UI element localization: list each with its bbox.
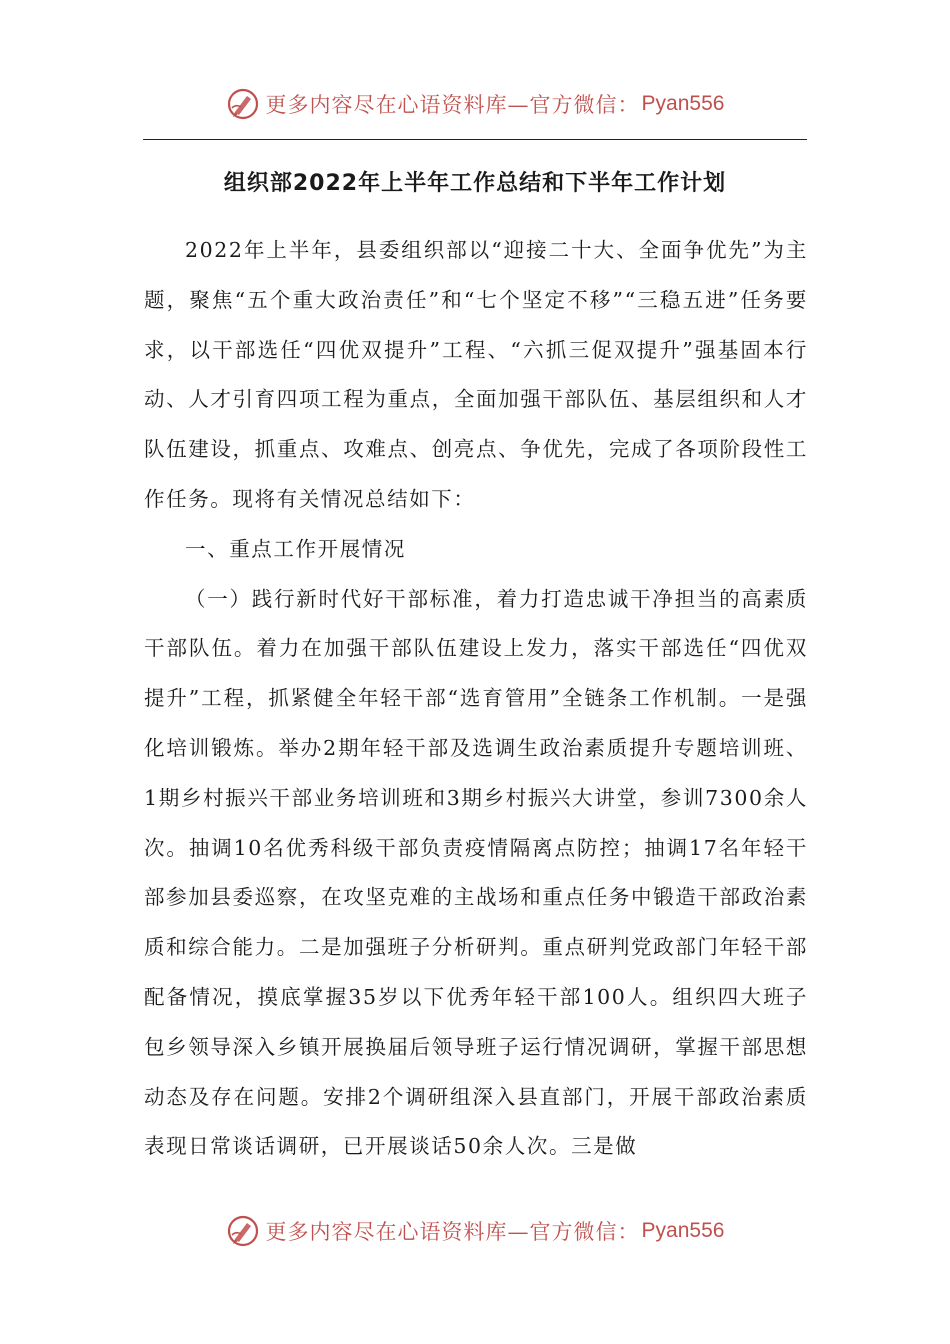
watermark-text: 更多内容尽在心语资料库—官方微信： bbox=[265, 93, 640, 117]
watermark-text: 更多内容尽在心语资料库—官方微信： bbox=[265, 1220, 640, 1244]
watermark-header bbox=[0, 84, 950, 124]
document-body bbox=[144, 226, 808, 1172]
intro-paragraph: 2022年上半年，县委组织部以“迎接二十大、全面争优先”为主题，聚焦“五个重大政治责任”和“七个坚定不移”“三稳五进”任务要求，以干部选任“四优双提升”工程、“六抓三促双提升”强基固本行动、人才引育四项工程为重点，全面加强干部队伍、基层组织和人才队伍建设，抓重点、攻难点、创亮点、争优先，完成了各项阶段性工作任务。现将有关情况总结如下： bbox=[144, 238, 808, 511]
pen-logo-icon bbox=[226, 87, 260, 121]
watermark-wechat-id: Pyan556 bbox=[641, 92, 725, 115]
watermark-footer bbox=[0, 1211, 950, 1251]
pen-logo-icon bbox=[226, 1214, 260, 1248]
subsection-paragraph: （一）践行新时代好干部标准，着力打造忠诚干净担当的高素质干部队伍。着力在加强干部队伍建设上发力，落实干部选任“四优双提升”工程，抓紧健全年轻干部“选育管用”全链条工作机制。一是强化培训锻炼。举办2期年轻干部及选调生政治素质提升专题培训班、1期乡村振兴干部业务培训班和3期乡村振兴大讲堂，参训7300余人次。抽调10名优秀科级干部负责疫情隔离点防控；抽调17名年轻干部参加县委巡察，在攻坚克难的主战场和重点任务中锻造干部政治素质和综合能力。二是加强班子分析研判。重点研判党政部门年轻干部配备情况，摸底掌握35岁以下优秀年轻干部100人。组织四大班子包乡领导深入乡镇开展换届后领导班子运行情况调研，掌握干部思想动态及存在问题。安排2个调研组深入县直部门，开展干部政治素质表现日常谈话调研，已开展谈话50余人次。三是做 bbox=[144, 586, 808, 1159]
document-title: 组织部2022年上半年工作总结和下半年工作计划 bbox=[223, 171, 727, 196]
header-divider bbox=[143, 139, 807, 140]
section-heading: 一、重点工作开展情况 bbox=[185, 536, 406, 561]
watermark-wechat-id: Pyan556 bbox=[641, 1219, 725, 1242]
